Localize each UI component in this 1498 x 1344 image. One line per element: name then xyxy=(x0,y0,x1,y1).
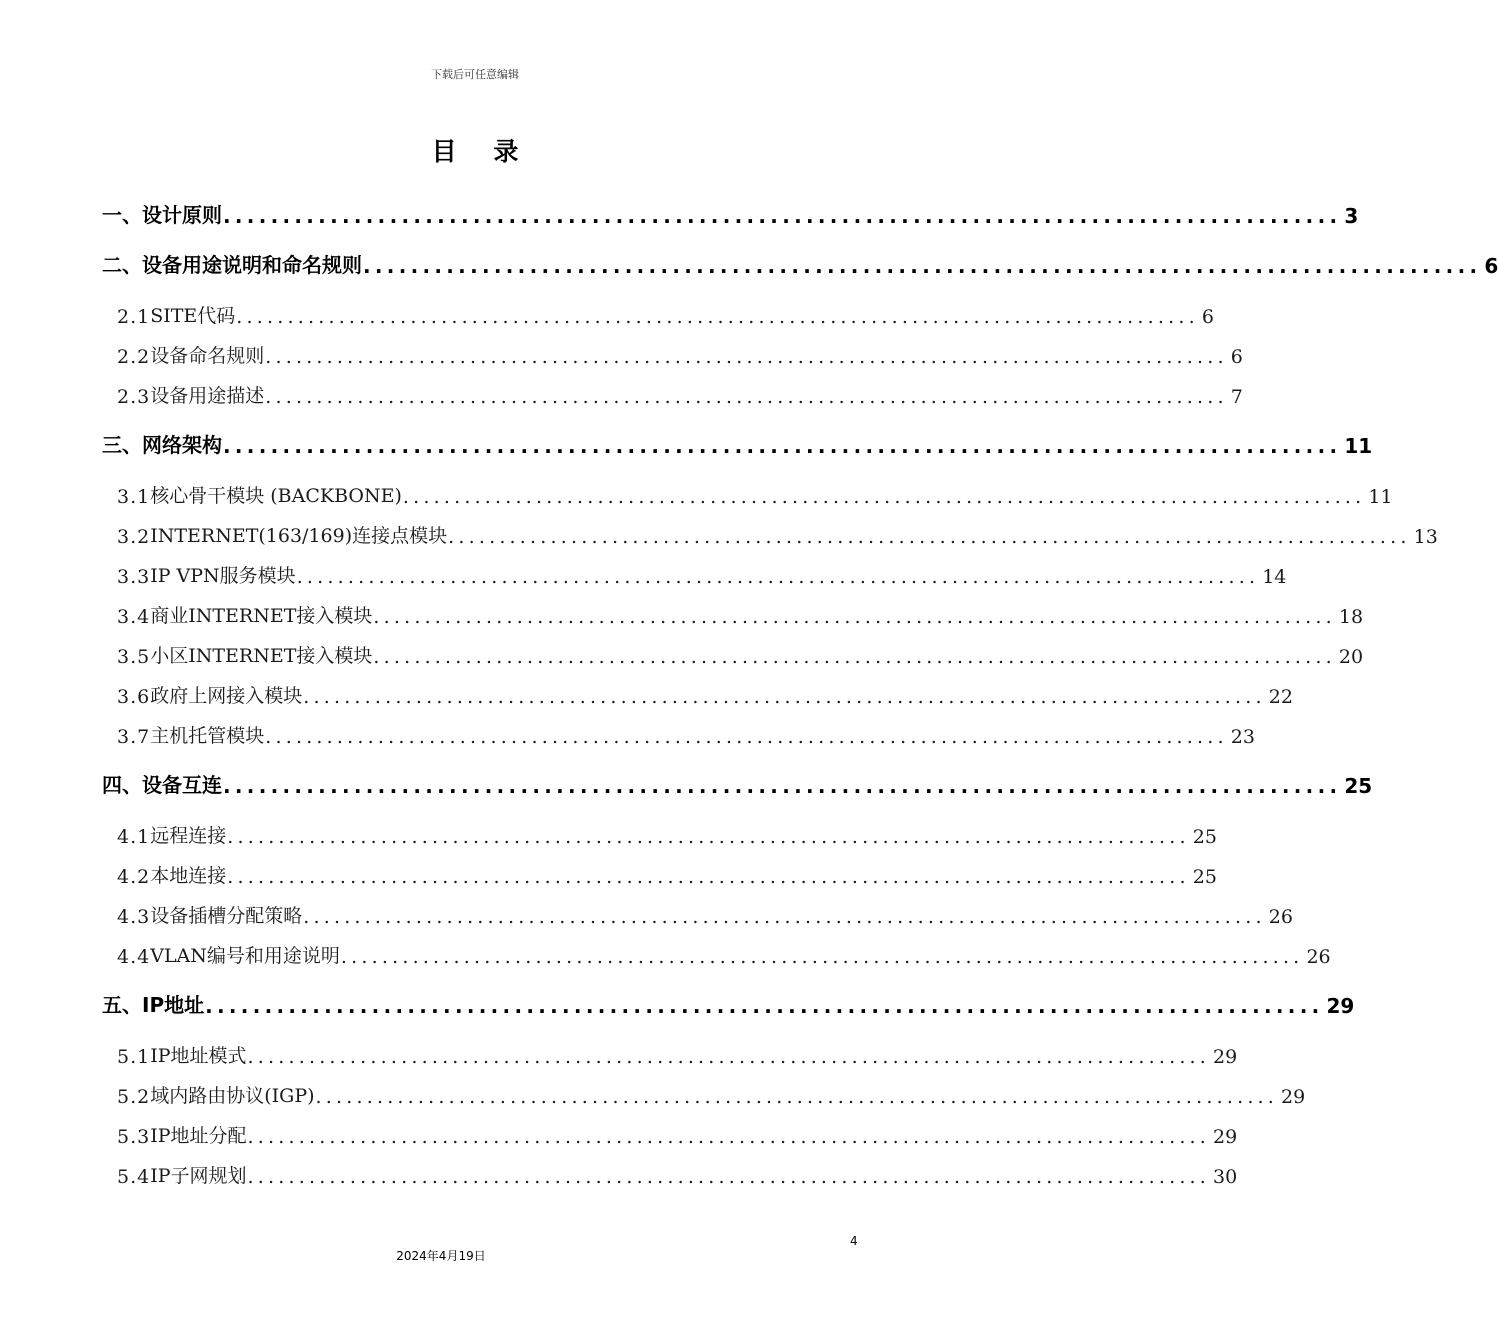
toc-entry-number: 2.1 xyxy=(117,306,151,328)
toc-entry-label: 二、设备用途说明和命名规则 xyxy=(102,253,362,277)
header-note: 下载后可任意编辑 xyxy=(431,68,519,81)
toc-entry-label: 一、设计原则 xyxy=(102,203,222,227)
toc-entry-page: 26 xyxy=(1268,906,1293,928)
toc-entry-5-1[interactable] xyxy=(117,1038,1238,1068)
toc-entry-5-2[interactable] xyxy=(117,1078,1306,1108)
toc-entry-number: 3.3 xyxy=(117,566,151,588)
toc-leader-dots: .............................................................................................. xyxy=(340,946,1304,968)
toc-leader-dots: .............................................................................................. xyxy=(296,566,1260,588)
toc-entry-4-1[interactable] xyxy=(117,818,1217,848)
toc-entry-page: 26 xyxy=(1306,946,1331,968)
toc-leader-dots: .............................................................................................. xyxy=(363,254,1482,278)
toc-entry-label: 五、IP地址 xyxy=(102,993,205,1017)
toc-entry-3-5[interactable] xyxy=(117,638,1364,668)
toc-entry-page: 11 xyxy=(1344,434,1373,458)
toc-leader-dots: .............................................................................................. xyxy=(236,306,1199,328)
toc-entry-label: IP地址分配 xyxy=(150,1125,247,1147)
toc-entry-3-7[interactable] xyxy=(117,718,1255,748)
toc-entry-page: 30 xyxy=(1213,1166,1238,1188)
toc-entry-number: 4.3 xyxy=(117,906,151,928)
toc-leader-dots: .............................................................................................. xyxy=(315,1086,1279,1108)
toc-entry-page: 3 xyxy=(1344,204,1359,228)
toc-leader-dots: .............................................................................................. xyxy=(402,486,1366,508)
toc-leader-dots: .............................................................................................. xyxy=(303,906,1266,928)
toc-entry-page: 29 xyxy=(1281,1086,1306,1108)
toc-entry-label: 小区INTERNET接入模块 xyxy=(150,645,373,667)
toc-entry-number: 5.3 xyxy=(117,1126,151,1148)
toc-entry-label: IP VPN服务模块 xyxy=(150,565,296,587)
toc-entry-page: 13 xyxy=(1413,526,1438,548)
toc-leader-dots: .............................................................................................. xyxy=(373,646,1336,668)
toc-entry-number: 4.4 xyxy=(117,946,151,968)
toc-leader-dots: .............................................................................................. xyxy=(227,826,1190,848)
toc-entry-3-1[interactable] xyxy=(117,478,1393,508)
toc-entry-2-3[interactable] xyxy=(117,378,1243,408)
toc-entry-number: 3.4 xyxy=(117,606,151,628)
toc-leader-dots: .............................................................................................. xyxy=(265,386,1228,408)
toc-entry-5-3[interactable] xyxy=(117,1118,1238,1148)
toc-entry-label: 四、设备互连 xyxy=(102,773,222,797)
toc-entry-label: 设备命名规则 xyxy=(150,345,265,367)
toc-entry-page: 29 xyxy=(1326,994,1355,1018)
toc-entry-label: 三、网络架构 xyxy=(102,433,222,457)
page-number: 4 xyxy=(850,1234,858,1248)
toc-entry-number: 4.1 xyxy=(117,826,151,848)
toc-entry-3-4[interactable] xyxy=(117,598,1364,628)
toc-entry-label: 远程连接 xyxy=(150,825,227,847)
toc-entry-number: 3.2 xyxy=(117,526,151,548)
toc-leader-dots: .............................................................................................. xyxy=(223,434,1342,458)
toc-entry-3-2[interactable] xyxy=(117,518,1438,548)
toc-entry-label: 设备插槽分配策略 xyxy=(150,905,303,927)
toc-entry-5[interactable] xyxy=(102,988,1355,1018)
toc-leader-dots: .............................................................................................. xyxy=(247,1046,1211,1068)
toc-entry-label: INTERNET(163/169)连接点模块 xyxy=(150,525,448,547)
toc-entry-number: 4.2 xyxy=(117,866,151,888)
toc-entry-page: 29 xyxy=(1213,1126,1238,1148)
toc-entry-4-2[interactable] xyxy=(117,858,1217,888)
toc-entry-number: 5.1 xyxy=(117,1046,151,1068)
toc-entry-page: 25 xyxy=(1344,774,1373,798)
toc-entry-4-3[interactable] xyxy=(117,898,1293,928)
toc-entry-number: 5.2 xyxy=(117,1086,151,1108)
toc-leader-dots: .............................................................................................. xyxy=(373,606,1336,628)
toc-entry-page: 20 xyxy=(1338,646,1364,668)
toc-entry-4[interactable] xyxy=(102,768,1373,798)
toc-entry-number: 5.4 xyxy=(117,1166,151,1188)
footer-date: 2024年4月19日 xyxy=(396,1249,486,1263)
toc-entry-label: 商业INTERNET接入模块 xyxy=(150,605,373,627)
toc-entry-page: 22 xyxy=(1268,686,1293,708)
toc-entry-page: 23 xyxy=(1230,726,1255,748)
toc-entry-label: IP地址模式 xyxy=(150,1045,247,1067)
toc-leader-dots: .............................................................................................. xyxy=(223,204,1342,228)
toc-entry-1[interactable] xyxy=(102,198,1359,228)
toc-entry-2[interactable] xyxy=(102,248,1498,278)
toc-entry-number: 2.3 xyxy=(117,386,151,408)
toc-entry-label: 主机托管模块 xyxy=(150,725,265,747)
toc-entry-number: 3.1 xyxy=(117,486,151,508)
toc-entry-page: 6 xyxy=(1230,346,1243,368)
toc-title: 目 录 xyxy=(431,137,533,166)
toc-entry-label: 域内路由协议(IGP) xyxy=(150,1085,315,1107)
toc-entry-page: 14 xyxy=(1262,566,1287,588)
toc-leader-dots: .............................................................................................. xyxy=(223,774,1342,798)
toc-entry-label: SITE代码 xyxy=(150,305,236,327)
toc-entry-page: 6 xyxy=(1201,306,1214,328)
toc-leader-dots: .............................................................................................. xyxy=(448,526,1411,548)
toc-entry-number: 3.5 xyxy=(117,646,151,668)
toc-entry-number: 3.7 xyxy=(117,726,151,748)
toc-entry-page: 6 xyxy=(1484,254,1498,278)
toc-entry-page: 7 xyxy=(1230,386,1243,408)
toc-leader-dots: .............................................................................................. xyxy=(265,346,1228,368)
toc-entry-number: 2.2 xyxy=(117,346,151,368)
toc-entry-2-1[interactable] xyxy=(117,298,1214,328)
toc-entry-label: 设备用途描述 xyxy=(150,385,265,407)
toc-leader-dots: .............................................................................................. xyxy=(227,866,1190,888)
toc-entry-page: 25 xyxy=(1192,866,1217,888)
toc-leader-dots: .............................................................................................. xyxy=(303,686,1266,708)
toc-leader-dots: .............................................................................................. xyxy=(247,1166,1211,1188)
toc-entry-page: 11 xyxy=(1368,486,1393,508)
toc-entry-label: VLAN编号和用途说明 xyxy=(150,945,340,967)
toc-entry-label: 本地连接 xyxy=(150,865,227,887)
toc-leader-dots: .............................................................................................. xyxy=(205,994,1324,1018)
toc-entry-page: 29 xyxy=(1213,1046,1238,1068)
toc-entry-page: 25 xyxy=(1192,826,1217,848)
toc-entry-label: 核心骨干模块 (BACKBONE) xyxy=(150,485,402,507)
toc-entry-page: 18 xyxy=(1338,606,1364,628)
toc-entry-4-4[interactable] xyxy=(117,938,1331,968)
toc-entry-number: 3.6 xyxy=(117,686,151,708)
toc-leader-dots: .............................................................................................. xyxy=(247,1126,1211,1148)
toc-entry-3-6[interactable] xyxy=(117,678,1293,708)
toc-leader-dots: .............................................................................................. xyxy=(265,726,1228,748)
toc-entry-label: IP子网规划 xyxy=(150,1165,247,1187)
toc-entry-label: 政府上网接入模块 xyxy=(150,685,303,707)
toc-entry-5-4[interactable] xyxy=(117,1158,1238,1188)
toc-entry-3[interactable] xyxy=(102,428,1373,458)
toc-entry-2-2[interactable] xyxy=(117,338,1243,368)
toc-entry-3-3[interactable] xyxy=(117,558,1287,588)
